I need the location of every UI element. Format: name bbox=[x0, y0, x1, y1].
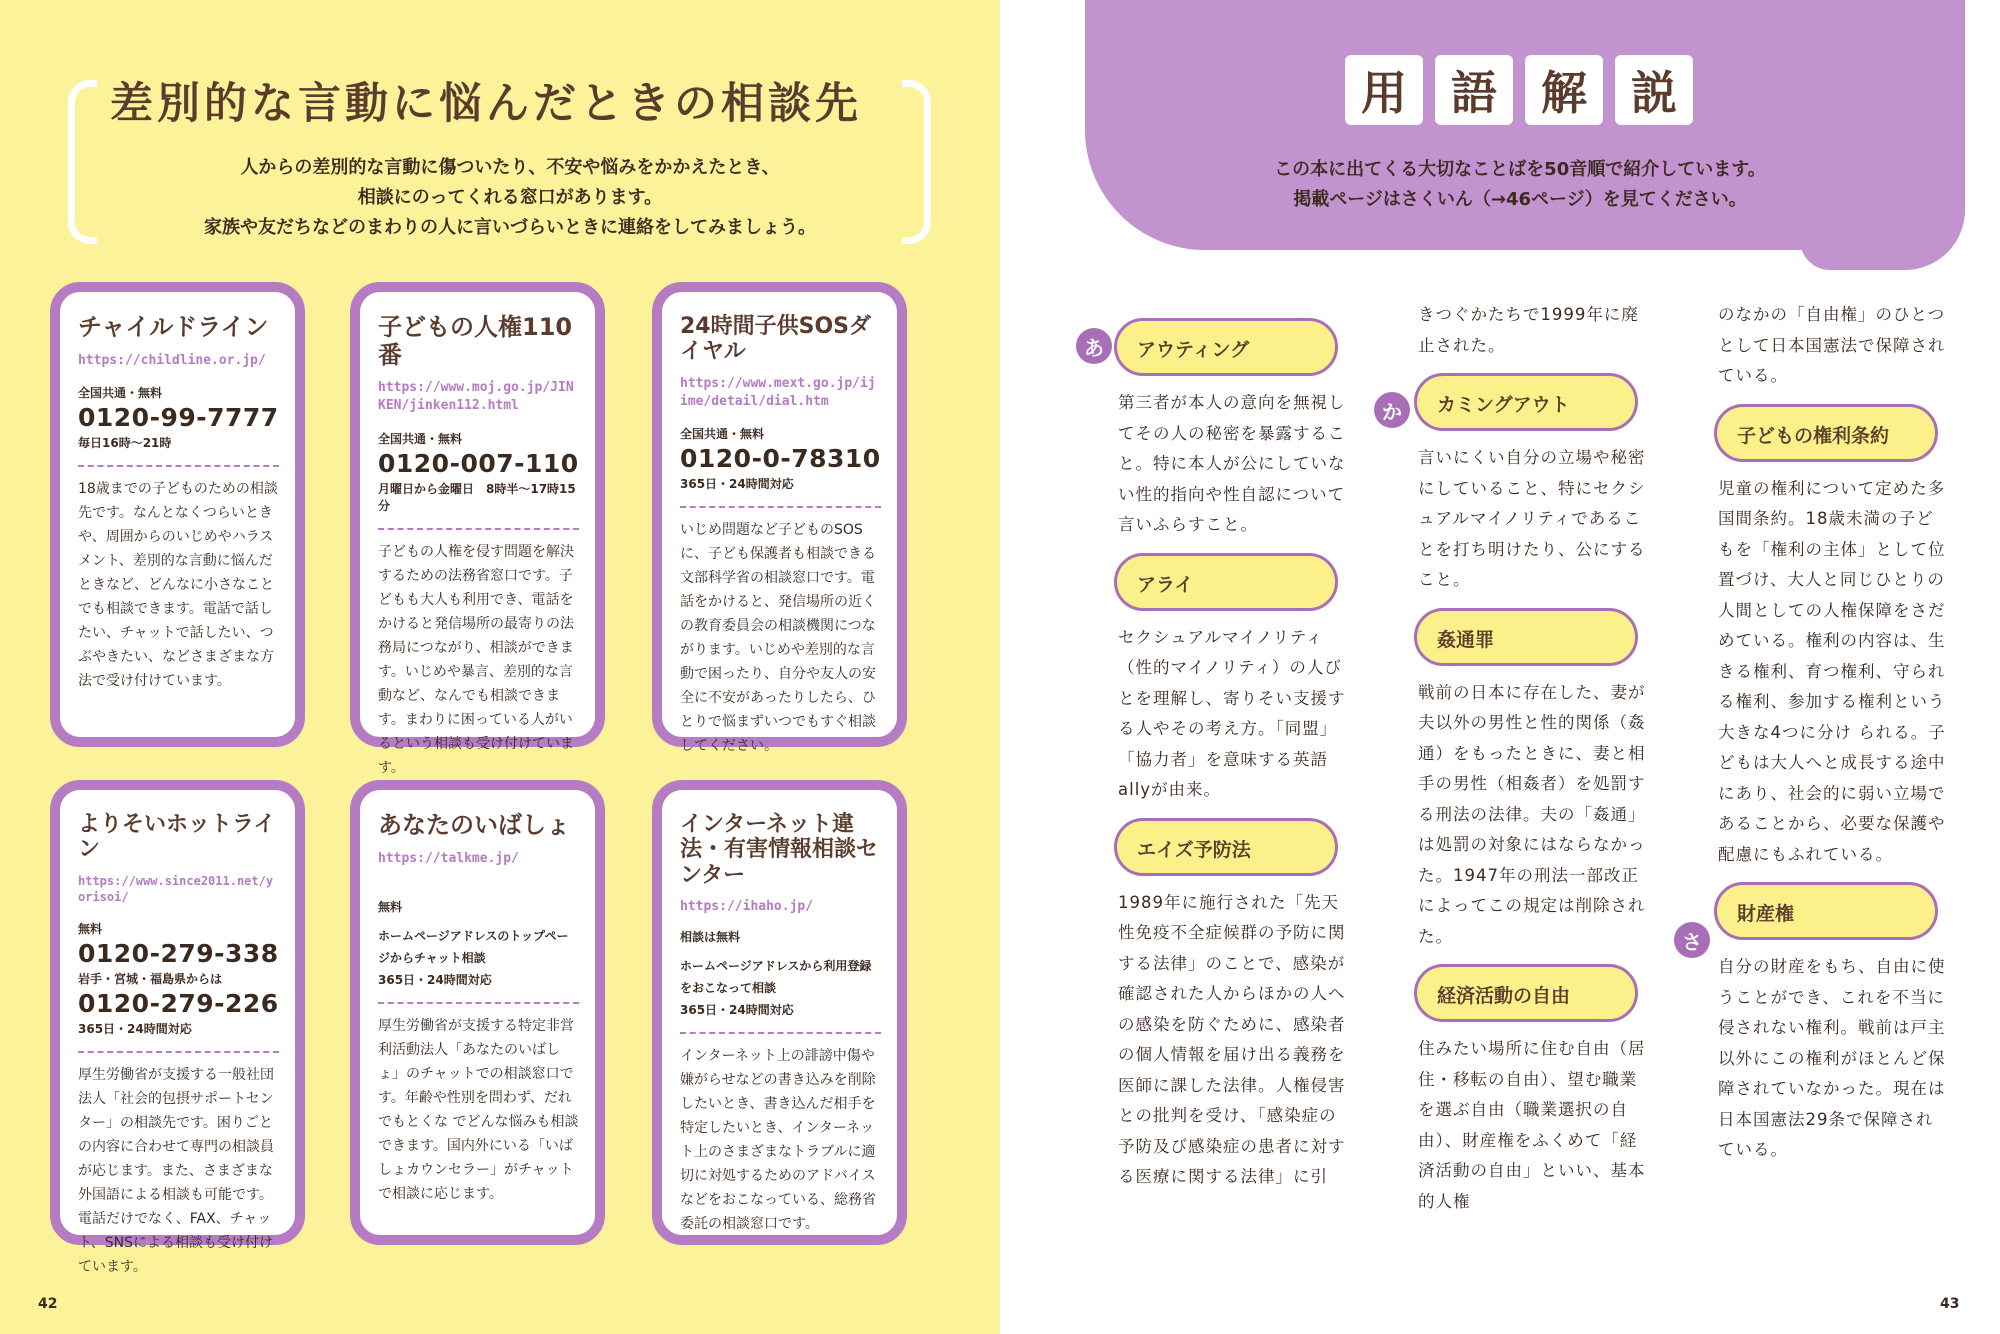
term-heading: カミングアウト bbox=[1414, 373, 1638, 431]
term-definition-continued: きつぐかたちで1999年に廃止された。 bbox=[1418, 305, 1639, 355]
term-heading: 子どもの権利条約 bbox=[1714, 404, 1938, 462]
glossary-intro-line: この本に出てくる大切なことばを50音順で紹介しています。 bbox=[1274, 159, 1766, 180]
term-definition: 1989年に施行された「先天性免疫不全症候群の予防に関する法律」のことで、感染が確認された人からほかの人への感染を防ぐために、感染者の個人情報を届け出る義務を医師に課した法律。人権侵害との批判を受け、「感染症の予防及び感染症の患者に対する医療に関する法律」に引 bbox=[1118, 892, 1346, 1186]
card-title: 24時間子供SOSダイヤル bbox=[680, 314, 872, 365]
title-char: 用 bbox=[1345, 55, 1423, 125]
title-char: 語 bbox=[1435, 55, 1513, 125]
title-char: 説 bbox=[1615, 55, 1693, 125]
card-label: 無料 bbox=[78, 922, 103, 937]
term-definition: 住みたい場所に住む自由（居住・移転の自由）、望む職業を選ぶ自由（職業選択の自由）、財産権をふくめて「経済活動の自由」といい、基本的人権 bbox=[1418, 1039, 1646, 1211]
card-phone: 0120-99-7777 bbox=[78, 402, 279, 432]
card-url-link[interactable]: https://www.since2011.net/yorisoi/ bbox=[78, 873, 274, 905]
card-label: 全国共通・無料 bbox=[680, 426, 765, 441]
card-hours: 365日・24時間対応 bbox=[680, 476, 794, 491]
card-divider bbox=[78, 465, 279, 467]
intro-line: 相談にのってくれる窓口があります。 bbox=[357, 187, 663, 208]
card-label: 全国共通・無料 bbox=[78, 385, 163, 400]
term-definition: 言いにくい自分の立場や秘密にしていること、特にセクシュアルマイノリティであることを打ち明けたり、公にすること。 bbox=[1418, 448, 1646, 589]
consult-card-sos-dial bbox=[652, 282, 907, 754]
term-heading: 姦通罪 bbox=[1414, 608, 1638, 666]
consult-card-kodomo-jinken bbox=[350, 282, 605, 776]
card-divider bbox=[378, 1002, 579, 1004]
kana-marker-a: あ bbox=[1076, 328, 1112, 364]
card-extra: ホームページアドレスのトップページからチャット相談 bbox=[378, 928, 569, 965]
card-hours: 365日・24時間対応 bbox=[78, 1022, 192, 1037]
card-hours: 365日・24時間対応 bbox=[680, 1003, 794, 1018]
card-description: 子どもの人権を侵す問題を解決するための法務省窓口です。子どもも大人も利用でき、電話をかけると発信場所の最寄りの法務局につながり、相談ができます。いじめや暴言、差別的な言動など、なんでも相談できます。まわりに困っている人がいるという相談も受け付けています。 bbox=[378, 543, 574, 776]
term-heading: アライ bbox=[1114, 553, 1338, 611]
card-divider bbox=[378, 528, 579, 530]
title-bracket-right bbox=[902, 80, 931, 244]
card-phone: 0120-0-78310 bbox=[680, 443, 881, 473]
term-heading: アウティング bbox=[1114, 318, 1338, 376]
card-description: 厚生労働省が支援する一般社団法人「社会的包摂サポートセンター」の相談先です。困りごとの内容に合わせて専門の相談員が応じます。また、さまざまな外国語による相談も可能です。電話だけでなく、FAX、チャット、SNSによる相談も受け付けています。 bbox=[78, 1067, 274, 1276]
term-definition: 児童の権利について定めた多国間条約。18歳未満の子どもを「権利の主体」として位置づけ、大人と同じひとりの人間としての人権保障をさだめている。権利の内容は、生きる権利、育つ権利、守られる権利、参加する権利という大きな4つに分け られる。子どもは大人へと成長する途中にあり、社会的に弱い立場であることから、必要な保護や配慮にもふれている。 bbox=[1718, 478, 1946, 864]
term-definition: 第三者が本人の意向を無視してその人の秘密を暴露すること。特に本人が公にしていない性的指向や性自認について言いふらすこと。 bbox=[1118, 393, 1346, 534]
title-char: 解 bbox=[1525, 55, 1603, 125]
intro-line: 人からの差別的な言動に傷ついたり、不安や悩みをかかえたとき、 bbox=[240, 157, 780, 178]
card-title: よりそいホットライン bbox=[78, 812, 276, 863]
right-page bbox=[1000, 0, 2000, 1334]
card-title: あなたのいばしょ bbox=[378, 811, 570, 839]
card-extra: ホームページアドレスから利用登録をおこなって相談 bbox=[680, 959, 872, 996]
glossary-column-1 bbox=[1118, 310, 1348, 1205]
card-hours: 365日・24時間対応 bbox=[378, 972, 492, 987]
consult-card-childline bbox=[50, 282, 305, 747]
card-description: 18歳までの子どものための相談先です。なんとなくつらいときや、周囲からのいじめやハラスメント、差別的な言動に悩んだときなど、どんなに小さなことでも相談できます。電話で話したい、チャットで話したい、つぶやきたい、などさまざまな方法で受け付けています。 bbox=[78, 480, 278, 689]
card-url-link[interactable]: https://ihaho.jp/ bbox=[680, 898, 814, 914]
card-divider bbox=[78, 1051, 279, 1053]
page-number: 43 bbox=[1940, 1296, 1960, 1312]
card-url-link[interactable]: https://www.mext.go.jp/ijime/detail/dial.htm bbox=[680, 375, 876, 409]
title-bracket-left bbox=[68, 80, 97, 244]
card-divider bbox=[680, 1032, 881, 1034]
page-title: 差別的な言動に悩んだときの相談先 bbox=[110, 79, 862, 129]
term-definition: 自分の財産をもち、自由に使うことができ、これを不当に侵されない権利。戦前は戸主以外にこの権利がほとんど保障されていなかった。現在は日本国憲法29条で保障されている。 bbox=[1718, 957, 1946, 1159]
card-title: 子どもの人権110番 bbox=[378, 313, 573, 369]
card-phone: 0120-279-338 bbox=[78, 939, 279, 969]
term-heading: 経済活動の自由 bbox=[1414, 964, 1638, 1022]
card-description: 厚生労働省が支援する特定非営利活動法人「あなたのいばしょ」のチャットでの相談窓口です。年齢や性別を問わず、だれでもとくな でどんな悩みも相談できます。国内外にいる「いばしょカウンセラー」がチャットで相談に応じます。 bbox=[378, 1017, 579, 1202]
card-title: チャイルドライン bbox=[78, 313, 269, 341]
glossary-title bbox=[1345, 55, 1705, 125]
card-hours: 毎日16時～21時 bbox=[78, 435, 172, 450]
term-definition: 戦前の日本に存在した、妻が夫以外の男性と性的関係（姦通）をもったときに、妻と相手の男性（相姦者）を処罰する刑法の法律。夫の「姦通」は処罰の対象にはならなかった。1947年の刑法一部改正によってこの規定は削除された。 bbox=[1418, 682, 1646, 946]
card-divider bbox=[680, 506, 881, 508]
card-label: 全国共通・無料 bbox=[378, 431, 463, 446]
card-url-link[interactable]: https://talkme.jp/ bbox=[378, 850, 519, 866]
term-heading: エイズ予防法 bbox=[1114, 818, 1338, 876]
glossary-column-2 bbox=[1418, 300, 1648, 1229]
kana-marker-sa: さ bbox=[1674, 922, 1710, 958]
card-label: 無料 bbox=[378, 899, 403, 914]
card-phone-secondary: 0120-279-226 bbox=[78, 989, 279, 1019]
page-number: 42 bbox=[38, 1296, 58, 1312]
card-phone: 0120-007-110 bbox=[378, 448, 579, 478]
card-label: 相談は無料 bbox=[680, 930, 741, 945]
glossary-column-3 bbox=[1718, 300, 1948, 1178]
kana-marker-ka: か bbox=[1374, 392, 1410, 428]
card-url-link[interactable]: https://childline.or.jp/ bbox=[78, 352, 266, 368]
card-hours: 月曜日から金曜日 8時半～17時15分 bbox=[378, 481, 576, 513]
card-url-link[interactable]: https://www.moj.go.jp/JINKEN/jinken112.html bbox=[378, 380, 574, 414]
card-extra: 岩手・宮城・福島県からは bbox=[78, 972, 223, 987]
consult-card-yorisoi bbox=[50, 780, 305, 1276]
card-title: インターネット違法・有害情報相談センター bbox=[680, 812, 879, 888]
consult-card-ihaho bbox=[652, 780, 907, 1245]
intro-line: 家族や友だちなどのまわりの人に言いづらいときに連絡をしてみましょう。 bbox=[204, 217, 816, 238]
glossary-intro-line: 掲載ページはさくいん（→46ページ）を見てください。 bbox=[1293, 189, 1747, 210]
term-definition: セクシュアルマイノリティ（性的マイノリティ）の人びとを理解し、寄りそい支援する人やその考え方。「同盟」「協力者」を意味する英語allyが由来。 bbox=[1118, 627, 1346, 799]
consult-card-anata-no-ibasho bbox=[350, 780, 605, 1245]
term-heading: 財産権 bbox=[1714, 882, 1938, 940]
card-description: いじめ問題など子どものSOSに、子ども保護者も相談できる文部科学省の相談窓口です。電話をかけると、発信場所の近くの教育委員会の相談機関につながります。いじめや差別的な言動で困ったり、自分や友人の安全に不安があったりしたら、ひとりで悩まずいつでもすぐ相談してください。 bbox=[680, 521, 876, 754]
term-definition-continued: のなかの「自由権」のひとつとして日本国憲法で保障されている。 bbox=[1718, 305, 1946, 385]
card-description: インターネット上の誹謗中傷や嫌がらせなどの書き込みを削除したいとき、書き込んだ相手を特定したいとき、インターネット上のさまざまなトラブルに適切に対処するためのアドバイスなどをおこなっている、総務省委託の相談窓口です。 bbox=[680, 1048, 876, 1233]
